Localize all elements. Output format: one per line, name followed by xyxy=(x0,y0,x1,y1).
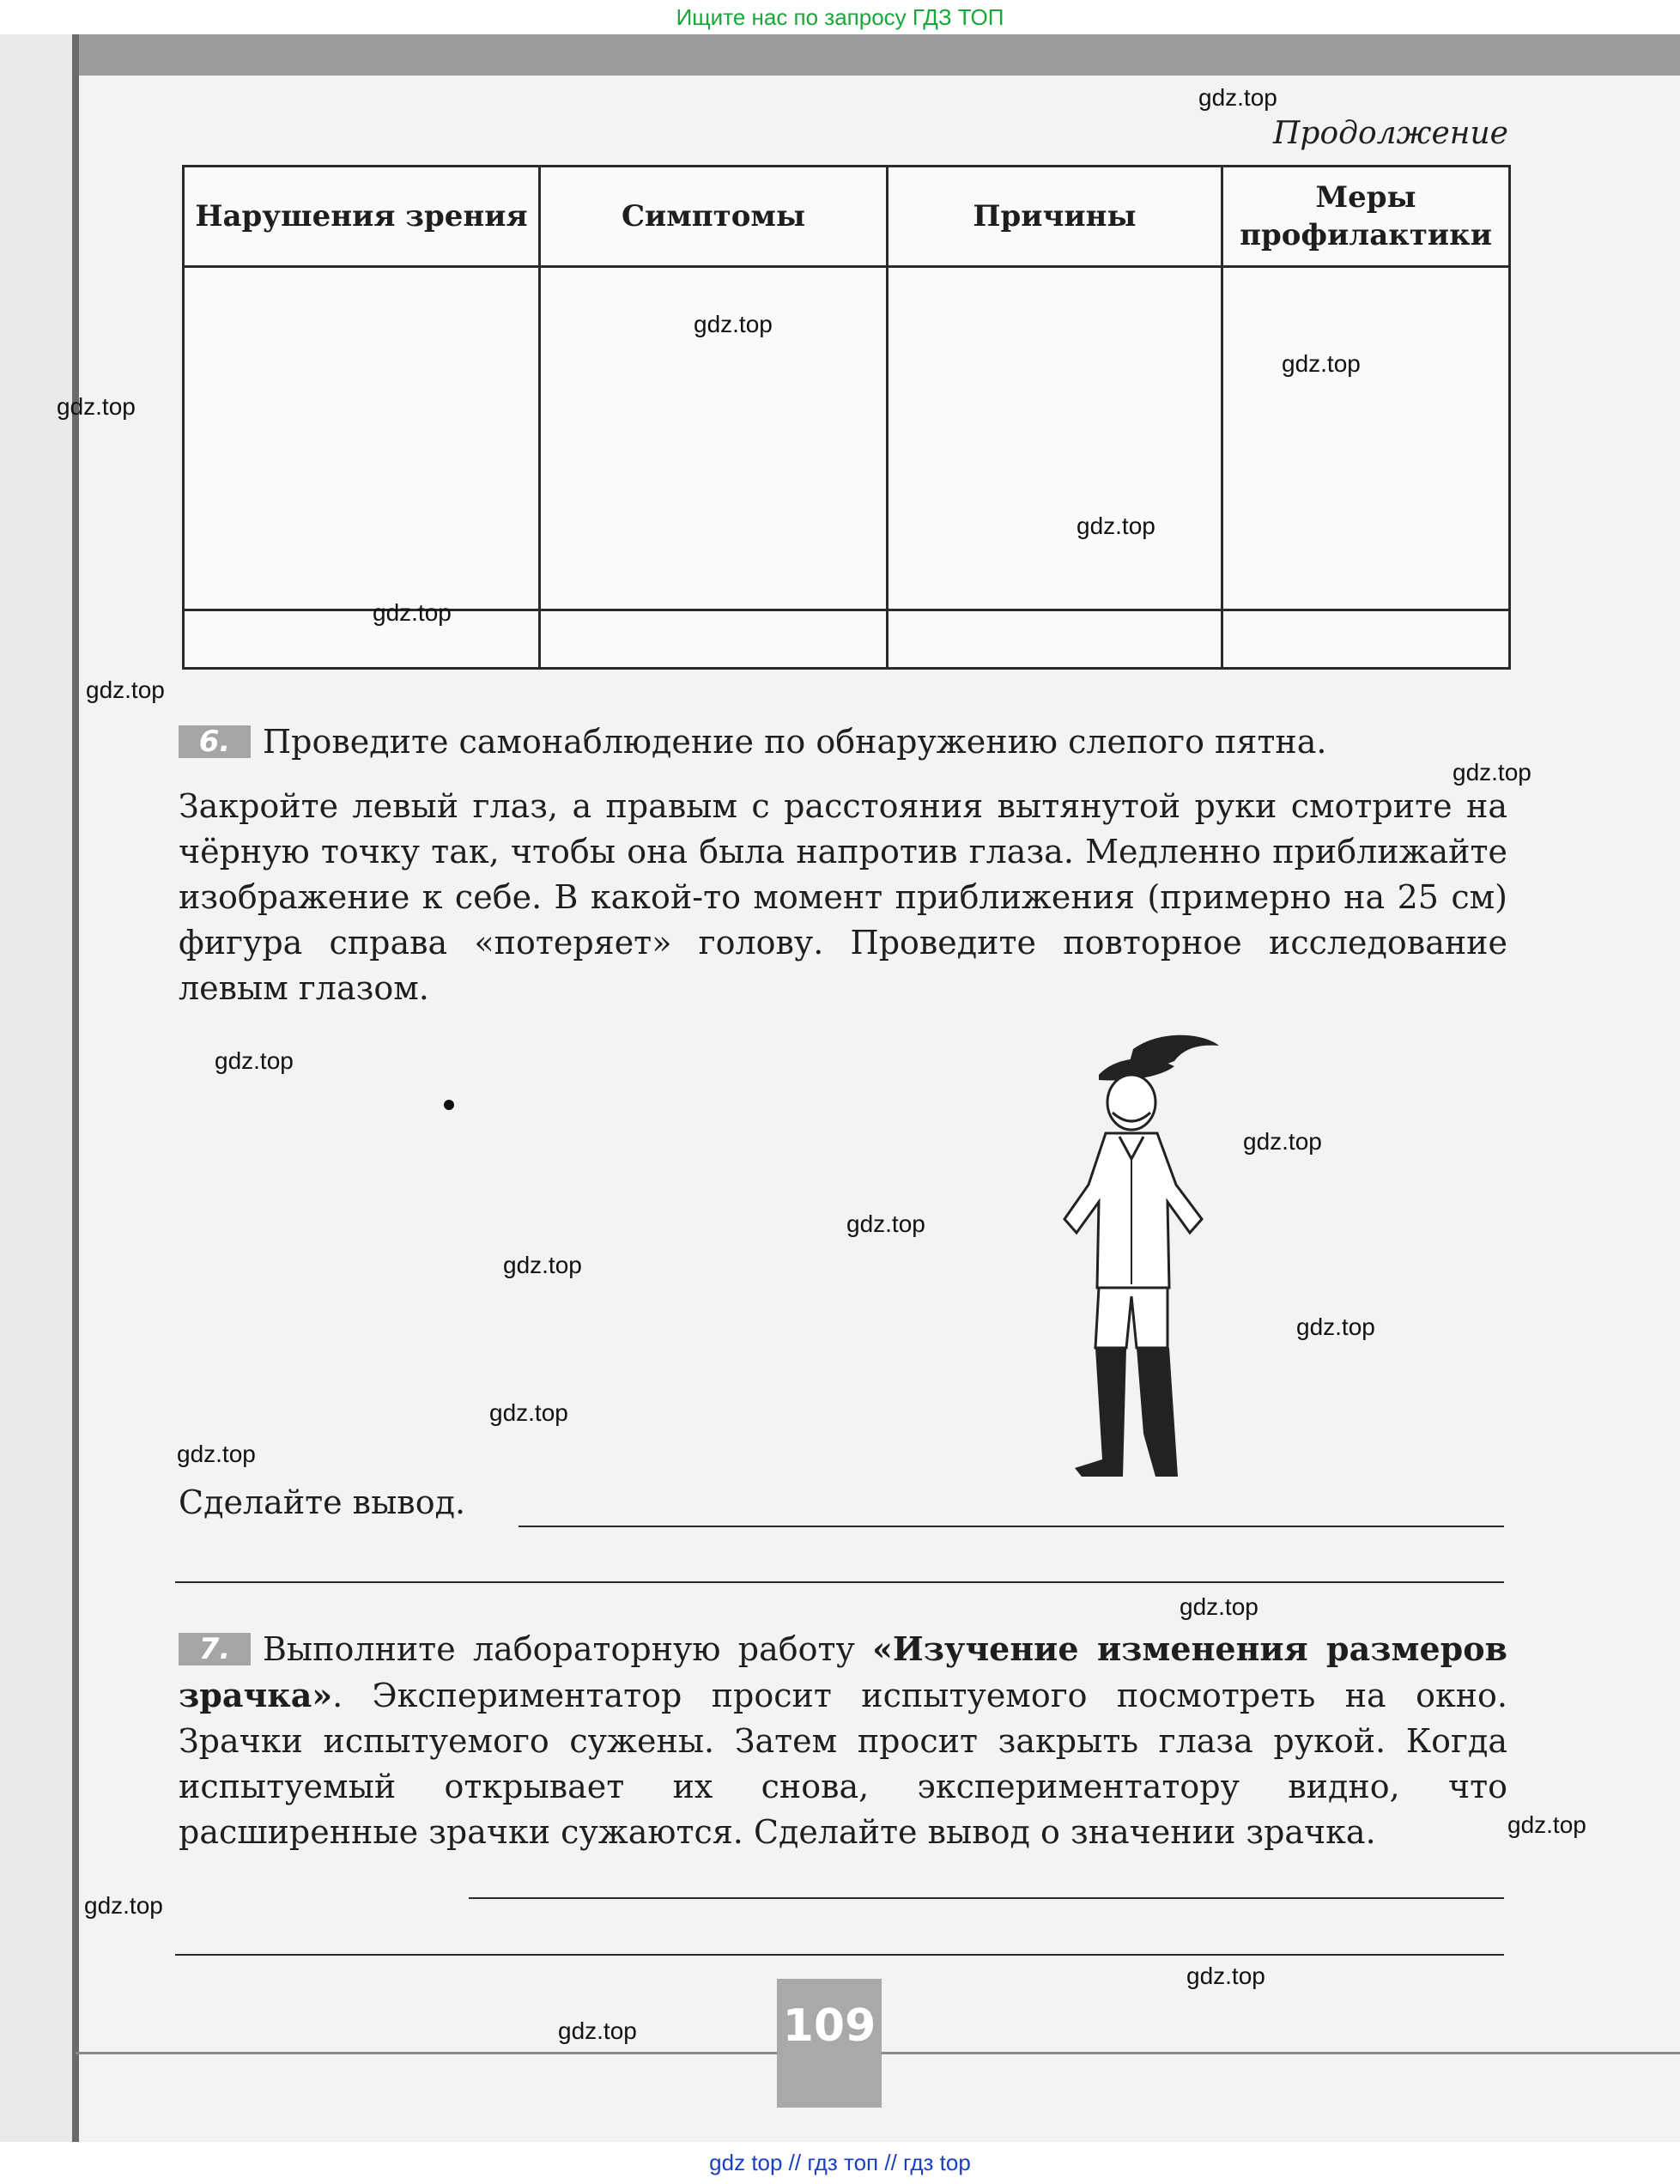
watermark: gdz.top xyxy=(1507,1811,1586,1838)
task-7-title: «Изучение изменения размеров зрачка» xyxy=(179,1629,1508,1714)
decorative-header-strip xyxy=(77,34,1680,76)
top-banner[interactable]: Ищите нас по запросу ГДЗ ТОП xyxy=(0,0,1680,34)
task-6 xyxy=(179,719,1507,765)
answer-cell[interactable] xyxy=(1222,610,1510,669)
page-margin xyxy=(0,34,72,2142)
task-7-body: . Экспериментатор просит испытуемого посмотреть на окно. Зрачки испытуемого сужены. Затем просит закрыть глаза рукой. Когда испытуемый открывает их снова, экспериментатору видно, что расширенные зрачки сужаются. Сделайте вывод о значении зрачка. xyxy=(179,1677,1507,1851)
watermark: gdz.top xyxy=(1186,1963,1265,1989)
watermark: gdz.top xyxy=(86,676,165,703)
task-6-body: Закройте левый глаз, а правым с расстояния вытянутой руки смотрите на чёрную точку так, чтобы она была напротив глаза. Медленно приближайте изображение к себе. В какой-то момент приближения (примерно на 25 см) фигура справа «потеряет» голову. Проведите повторное исследование левым глазом. xyxy=(179,787,1507,1007)
watermark: gdz.top xyxy=(1243,1128,1322,1155)
watermark: gdz.top xyxy=(846,1210,925,1237)
task-7-intro: Выполните лабораторную работу xyxy=(263,1630,873,1668)
answer-cell[interactable] xyxy=(184,267,540,610)
watermark: gdz.top xyxy=(503,1252,582,1278)
watermark: gdz.top xyxy=(1296,1313,1375,1340)
conclusion-line[interactable] xyxy=(519,1526,1504,1527)
conclusion-line[interactable] xyxy=(175,1954,1504,1956)
black-dot-target xyxy=(444,1100,454,1110)
watermark: gdz.top xyxy=(373,599,452,626)
watermark: gdz.top xyxy=(57,393,136,420)
page-number: 109 xyxy=(777,1979,882,2108)
watermark: gdz.top xyxy=(1198,84,1277,111)
watermark: gdz.top xyxy=(558,2017,637,2044)
watermark: gdz.top xyxy=(489,1399,568,1426)
watermark: gdz.top xyxy=(177,1441,256,1467)
header-symptoms: Симптомы xyxy=(540,167,888,267)
watermark: gdz.top xyxy=(694,311,773,337)
task-6-lead: Проведите самонаблюдение по обнаружению слепого пятна. xyxy=(263,723,1327,761)
watermark: gdz.top xyxy=(84,1892,163,1919)
watermark: gdz.top xyxy=(1282,350,1361,377)
task-number-badge: 6. xyxy=(179,725,251,758)
watermark: gdz.top xyxy=(1077,513,1155,539)
book-spine xyxy=(72,34,79,2142)
vision-disorders-table xyxy=(182,165,1511,670)
conclusion-line[interactable] xyxy=(175,1581,1504,1583)
answer-cell[interactable] xyxy=(540,610,888,669)
continued-label: Продолжение xyxy=(1273,116,1508,151)
answer-cell[interactable] xyxy=(184,610,540,669)
header-prevention: Меры профилактики xyxy=(1222,167,1510,267)
answer-cell[interactable] xyxy=(888,267,1222,610)
conclusion-line[interactable] xyxy=(469,1897,1504,1899)
header-disorders: Нарушения зрения xyxy=(184,167,540,267)
watermark: gdz.top xyxy=(1453,759,1531,786)
watermark: gdz.top xyxy=(1180,1593,1258,1620)
answer-cell[interactable] xyxy=(1222,267,1510,610)
task-7 xyxy=(179,1626,1507,1855)
header-causes: Причины xyxy=(888,167,1222,267)
task-6-conclusion-label: Сделайте вывод. xyxy=(179,1483,466,1521)
answer-cell[interactable] xyxy=(888,610,1222,669)
footer-links[interactable]: gdz top // гдз топ // гдз top xyxy=(0,2142,1680,2184)
musketeer-figure xyxy=(1030,1030,1236,1477)
watermark: gdz.top xyxy=(215,1047,294,1074)
task-number-badge: 7. xyxy=(179,1633,251,1665)
